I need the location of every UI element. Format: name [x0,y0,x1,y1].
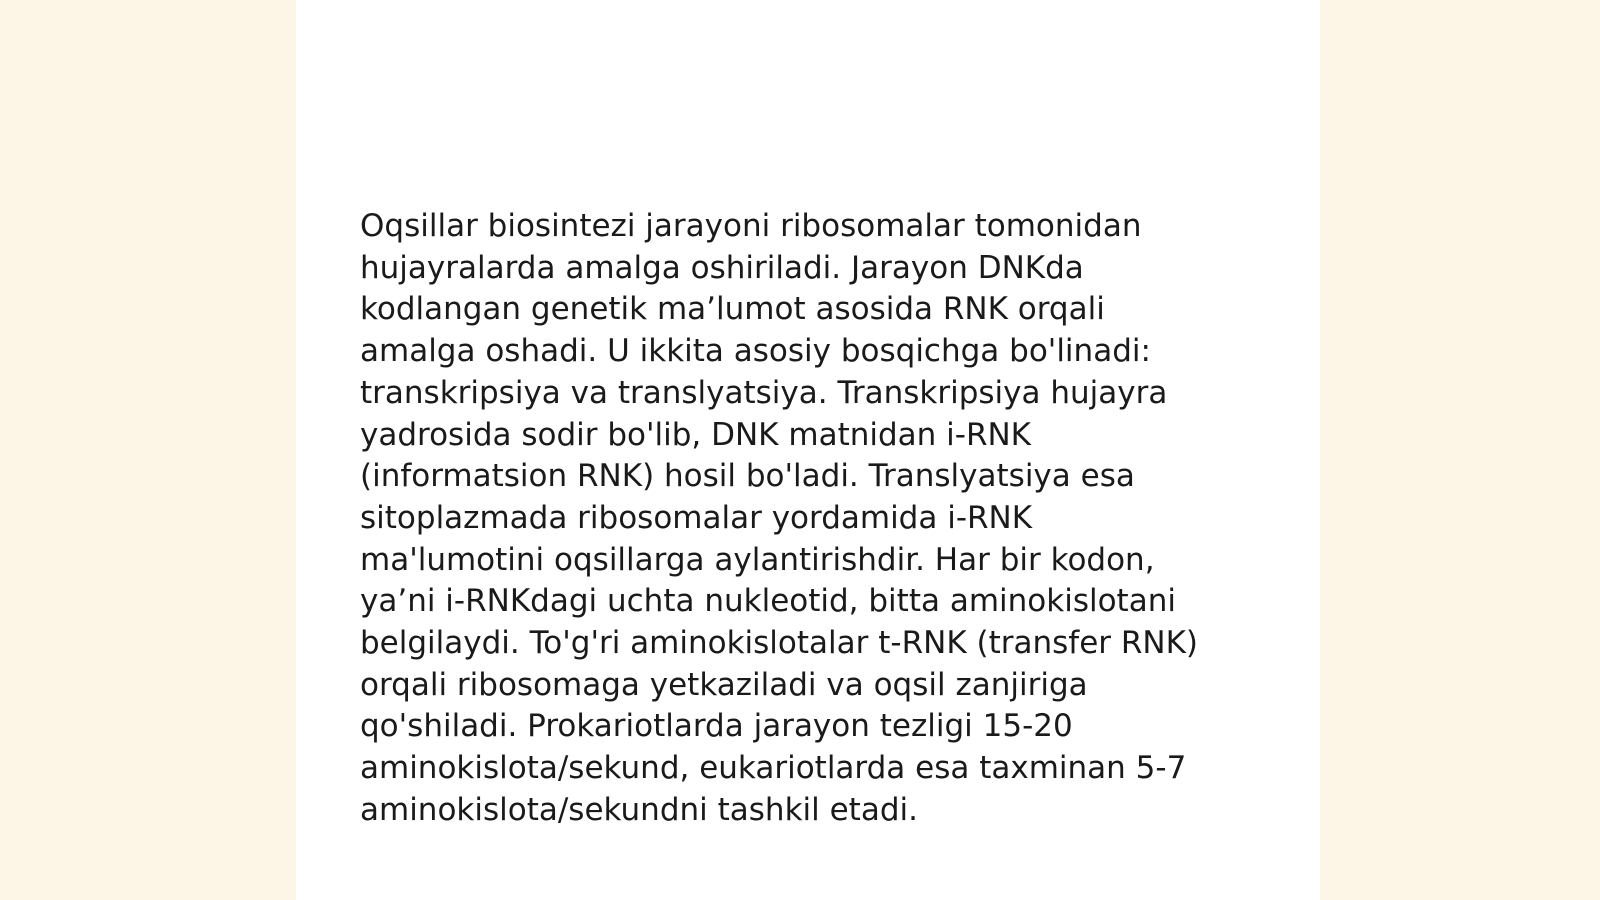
paragraph-line: orqali ribosomaga yetkaziladi va oqsil zanjiriga [360,666,1088,703]
paragraph-line: transkripsiya va translyatsiya. Transkripsiya hujayra [360,374,1168,411]
paragraph-line: ya’ni i-RNKdagi uchta nukleotid, bitta aminokislotani [360,583,1176,620]
paragraph-line: ma'lumotini oqsillarga aylantirishdir. Har bir kodon, [360,541,1155,578]
paragraph-line: aminokislota/sekundni tashkil etadi. [360,791,918,828]
paragraph-line: qo'shiladi. Prokariotlarda jarayon tezligi 15-20 [360,708,1073,745]
paragraph-line: kodlangan genetik ma’lumot asosida RNK orqali [360,291,1105,328]
paragraph-line: hujayralarda amalga oshiriladi. Jarayon DNKda [360,249,1084,286]
paragraph-line: sitoplazmada ribosomalar yordamida i-RNK [360,499,1033,536]
paragraph-line: yadrosida sodir bo'lib, DNK matnidan i-RNK [360,416,1032,453]
paragraph-line: belgilaydi. To'g'ri aminokislotalar t-RNK (transfer RNK) [360,625,1199,662]
body-paragraph [360,206,1260,832]
document-page [296,0,1320,900]
paragraph-line: amalga oshadi. U ikkita asosiy bosqichga bo'linadi: [360,333,1151,370]
paragraph-line: Oqsillar biosintezi jarayoni ribosomalar tomonidan [360,208,1142,244]
paragraph-line: (informatsion RNK) hosil bo'ladi. Translyatsiya esa [360,458,1135,495]
paragraph-line: aminokislota/sekund, eukariotlarda esa taxminan 5-7 [360,750,1187,787]
